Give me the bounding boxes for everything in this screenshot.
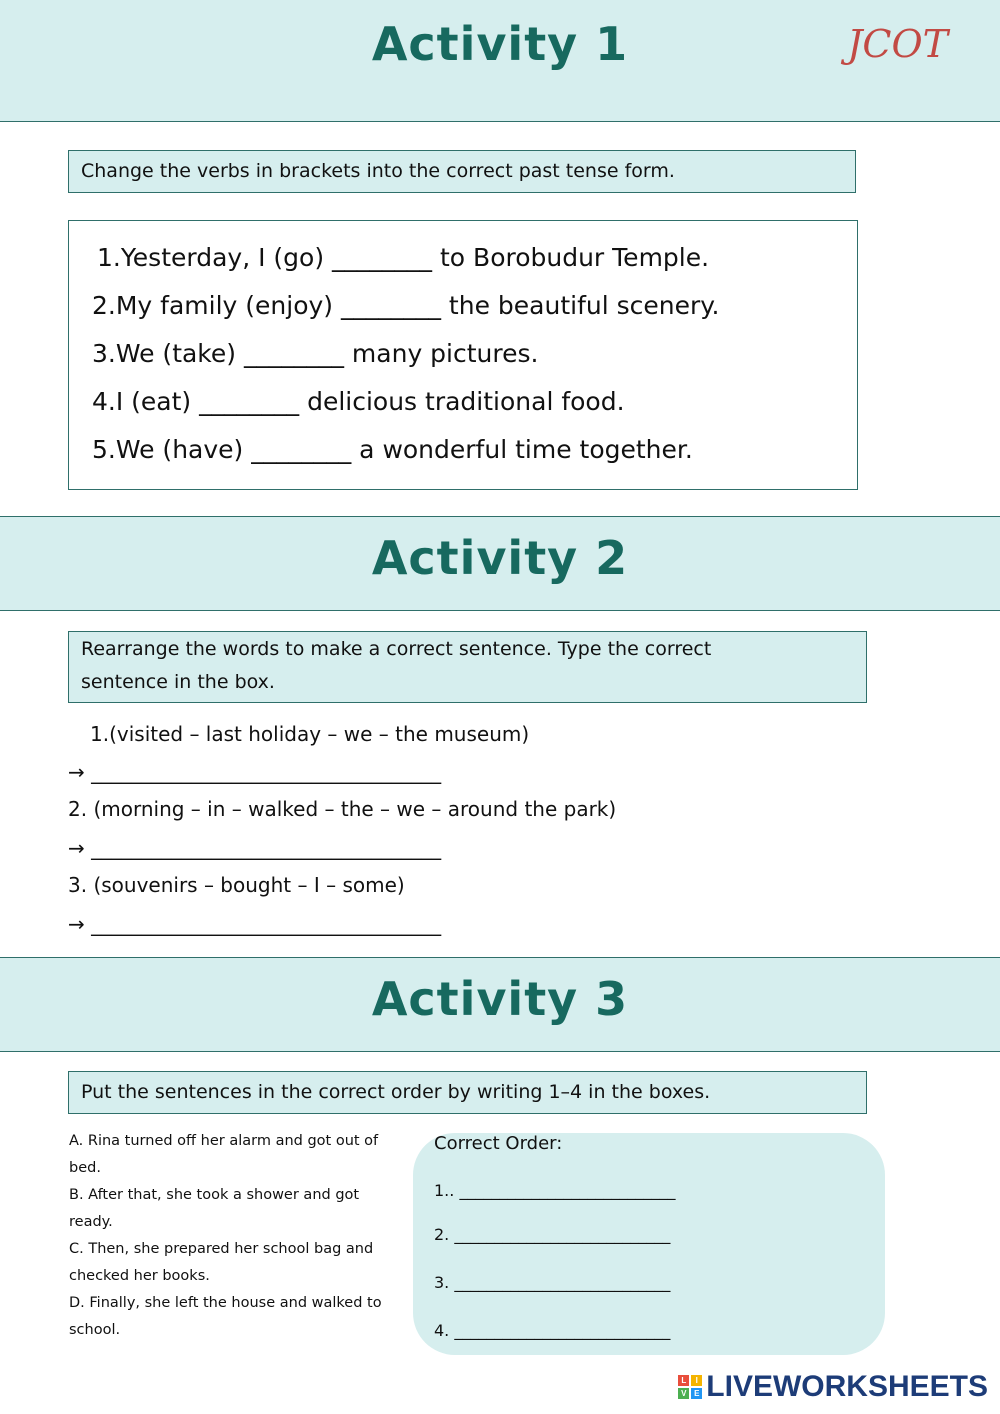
logo-letter: V — [678, 1388, 689, 1399]
answer-line[interactable]: → ___________________________________ — [68, 836, 442, 860]
order-answer-line[interactable]: 3. ___________________________ — [434, 1273, 671, 1292]
liveworksheets-logo[interactable] — [678, 1370, 988, 1404]
activity-1-instruction: Change the verbs in brackets into the correct past tense form. — [68, 150, 856, 193]
logo-letter: L — [678, 1375, 689, 1386]
correct-order-title: Correct Order: — [434, 1133, 563, 1154]
event-item: D. Finally, she left the house and walked to school. — [69, 1295, 382, 1338]
activity-1-title: Activity 1 — [371, 17, 629, 71]
question-item: 3.We (take) ________ many pictures. — [92, 339, 539, 368]
instruction-line: Rearrange the words to make a correct sentence. Type the correct — [81, 638, 712, 660]
activity-2-instruction — [68, 631, 867, 703]
rearrange-item: 1.(visited – last holiday – we – the museum) — [90, 722, 530, 746]
activity-3-instruction: Put the sentences in the correct order by writing 1–4 in the boxes. — [68, 1071, 867, 1114]
logo-letter: I — [691, 1375, 702, 1386]
activity-1-question-box — [68, 220, 858, 490]
question-item: 5.We (have) ________ a wonderful time together. — [92, 435, 693, 464]
answer-line[interactable]: → ___________________________________ — [68, 912, 442, 936]
liveworksheets-wordmark: LIVEWORKSHEETS — [706, 1370, 988, 1403]
order-answer-line[interactable]: 1.. ___________________________ — [434, 1181, 676, 1200]
event-list — [69, 1128, 399, 1344]
rearrange-item: 2. (morning – in – walked – the – we – around the park) — [68, 797, 617, 821]
brand-logo-text: JCOT — [847, 22, 948, 66]
question-item: 4.I (eat) ________ delicious traditional food. — [92, 387, 625, 416]
event-item: B. After that, she took a shower and got ready. — [69, 1187, 360, 1230]
instruction-line: sentence in the box. — [81, 671, 275, 693]
activity-3-title: Activity 3 — [371, 972, 629, 1026]
order-answer-line[interactable]: 2. ___________________________ — [434, 1225, 671, 1244]
event-item: A. Rina turned off her alarm and got out of bed. — [69, 1133, 379, 1176]
logo-letter: E — [691, 1388, 702, 1399]
question-item: 1.Yesterday, I (go) ________ to Borobudur Temple. — [97, 243, 710, 272]
activity-2-title: Activity 2 — [371, 531, 629, 585]
rearrange-item: 3. (souvenirs – bought – I – some) — [68, 873, 405, 897]
liveworksheets-logo-icon — [678, 1375, 702, 1399]
event-item: C. Then, she prepared her school bag and checked her books. — [69, 1241, 374, 1284]
order-answer-line[interactable]: 4. ___________________________ — [434, 1321, 671, 1340]
answer-line[interactable]: → ___________________________________ — [68, 760, 442, 784]
correct-order-panel — [413, 1133, 885, 1355]
question-item: 2.My family (enjoy) ________ the beautiful scenery. — [92, 291, 720, 320]
activity-3-header — [0, 957, 1000, 1052]
activity-2-header — [0, 516, 1000, 611]
